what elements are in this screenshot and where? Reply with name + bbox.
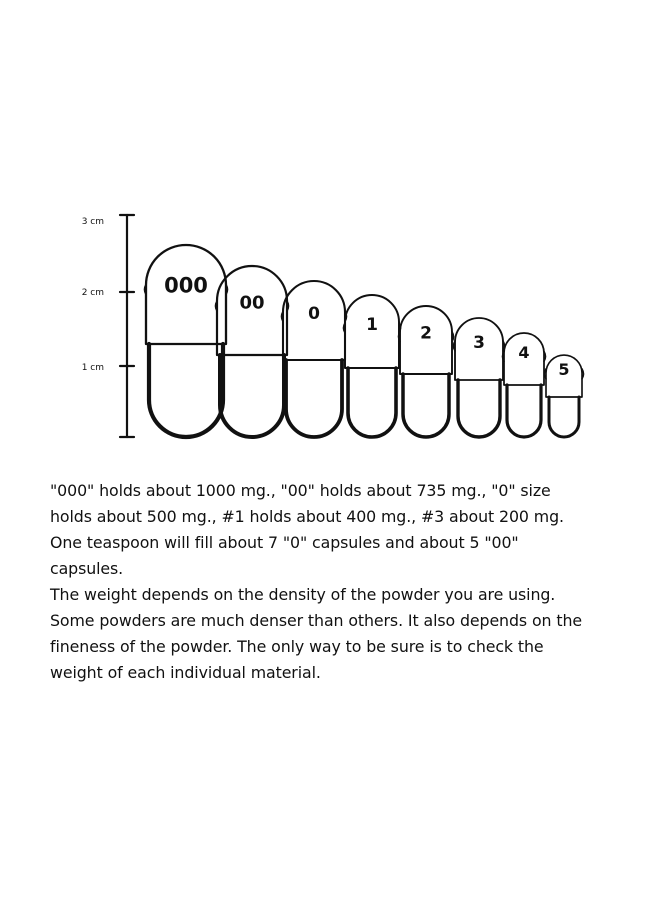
capsule-size-label: 5 xyxy=(558,360,570,380)
caption-line: "000" holds about 1000 mg., "00" holds about 735 mg., "0" size xyxy=(50,481,551,500)
capsule-size-label: 0 xyxy=(308,303,320,324)
scale-label-3cm: 3 cm xyxy=(81,217,104,227)
capsule-size-label: 000 xyxy=(164,273,208,298)
caption-line: weight of each individual material. xyxy=(50,663,321,682)
capsule-size-label: 1 xyxy=(366,315,378,336)
capsule-size-000 xyxy=(145,245,228,437)
capsule-size-label: 2 xyxy=(420,323,432,344)
caption-line: One teaspoon will fill about 7 "0" capsules and about 5 "00" xyxy=(50,533,519,552)
capsule-body xyxy=(458,380,500,437)
caption-line: holds about 500 mg., #1 holds about 400 mg., #3 about 200 mg. xyxy=(50,507,564,526)
capsule-size-3 xyxy=(454,318,505,437)
capsule-body xyxy=(549,397,579,437)
scale-ruler xyxy=(120,215,134,437)
capsule-size-1 xyxy=(344,295,401,437)
scale-label-2cm: 2 cm xyxy=(81,288,104,298)
caption-line: fineness of the powder. The only way to be sure is to check the xyxy=(50,637,544,656)
capsule-size-2 xyxy=(399,306,454,437)
scale-label-1cm: 1 cm xyxy=(81,363,104,373)
capsule-body xyxy=(507,385,541,437)
caption-line: The weight depends on the density of the powder you are using. xyxy=(50,585,556,604)
capsule-size-5 xyxy=(545,355,584,437)
capsule-size-label: 3 xyxy=(473,332,485,353)
caption-line: Some powders are much denser than others. It also depends on the xyxy=(50,611,582,630)
capsule-body xyxy=(149,344,223,437)
capsule-body xyxy=(220,355,284,437)
capsule-body xyxy=(348,368,396,437)
capacity-caption xyxy=(50,478,640,686)
capsules-group xyxy=(145,245,584,437)
capsule-body xyxy=(286,360,342,437)
capsule-size-label: 00 xyxy=(239,292,265,314)
capsule-body xyxy=(403,374,449,437)
capsule-size-0 xyxy=(282,281,347,437)
capsule-size-4 xyxy=(503,333,546,437)
caption-line: capsules. xyxy=(50,559,124,578)
capsule-size-label: 4 xyxy=(518,342,530,362)
